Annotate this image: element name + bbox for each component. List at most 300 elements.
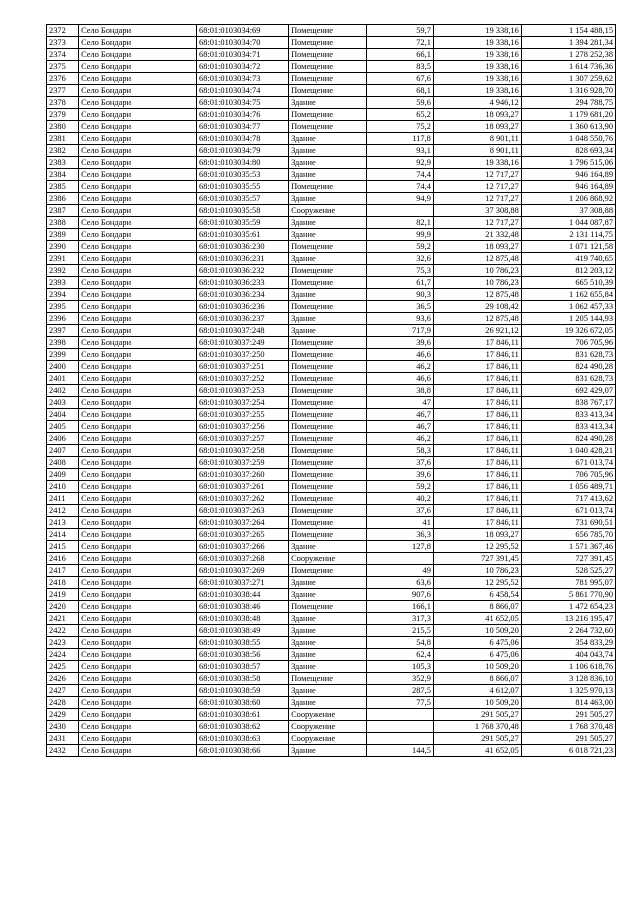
unit-value-cell: 19 338,16 (433, 49, 521, 61)
object-type-cell: Здание (289, 313, 367, 325)
unit-value-cell: 10 786,23 (433, 265, 521, 277)
table-row (47, 25, 616, 37)
settlement-cell: Село Бондари (79, 601, 197, 613)
object-type-cell: Помещение (289, 565, 367, 577)
table-row (47, 145, 616, 157)
row-number-cell: 2404 (47, 409, 79, 421)
cadastral-value-cell: 671 013,74 (521, 505, 615, 517)
object-type-cell: Здание (289, 145, 367, 157)
cadastral-value-cell: 1 796 515,06 (521, 157, 615, 169)
row-number-cell: 2402 (47, 385, 79, 397)
table-row (47, 445, 616, 457)
settlement-cell: Село Бондари (79, 109, 197, 121)
settlement-cell: Село Бондари (79, 637, 197, 649)
settlement-cell: Село Бондари (79, 409, 197, 421)
table-row (47, 409, 616, 421)
cadastral-value-cell: 37 308,88 (521, 205, 615, 217)
area-cell: 72,1 (366, 37, 433, 49)
unit-value-cell: 19 338,16 (433, 37, 521, 49)
row-number-cell: 2420 (47, 601, 79, 613)
table-row (47, 601, 616, 613)
cadastral-number-cell: 68:01:0103036:230 (197, 241, 289, 253)
table-row (47, 553, 616, 565)
table-row (47, 37, 616, 49)
cadastral-value-cell: 1 325 970,13 (521, 685, 615, 697)
cadastral-value-cell: 717 413,62 (521, 493, 615, 505)
area-cell: 59,2 (366, 481, 433, 493)
cadastral-number-cell: 68:01:0103036:237 (197, 313, 289, 325)
row-number-cell: 2374 (47, 49, 79, 61)
cadastral-number-cell: 68:01:0103037:266 (197, 541, 289, 553)
unit-value-cell: 19 338,16 (433, 157, 521, 169)
object-type-cell: Сооружение (289, 733, 367, 745)
area-cell (366, 721, 433, 733)
row-number-cell: 2390 (47, 241, 79, 253)
cadastral-number-cell: 68:01:0103034:72 (197, 61, 289, 73)
table-row (47, 577, 616, 589)
unit-value-cell: 19 338,16 (433, 73, 521, 85)
row-number-cell: 2384 (47, 169, 79, 181)
object-type-cell: Здание (289, 289, 367, 301)
table-row (47, 49, 616, 61)
unit-value-cell: 10 786,23 (433, 565, 521, 577)
row-number-cell: 2431 (47, 733, 79, 745)
table-row (47, 649, 616, 661)
row-number-cell: 2399 (47, 349, 79, 361)
cadastral-number-cell: 68:01:0103036:234 (197, 289, 289, 301)
area-cell: 287,5 (366, 685, 433, 697)
table-row (47, 265, 616, 277)
row-number-cell: 2419 (47, 589, 79, 601)
cadastral-number-cell: 68:01:0103036:231 (197, 253, 289, 265)
row-number-cell: 2382 (47, 145, 79, 157)
row-number-cell: 2416 (47, 553, 79, 565)
settlement-cell: Село Бондари (79, 121, 197, 133)
cadastral-value-cell: 814 463,00 (521, 697, 615, 709)
row-number-cell: 2393 (47, 277, 79, 289)
settlement-cell: Село Бондари (79, 181, 197, 193)
table-row (47, 673, 616, 685)
area-cell: 127,8 (366, 541, 433, 553)
table-row (47, 277, 616, 289)
unit-value-cell: 17 846,11 (433, 337, 521, 349)
table-row (47, 493, 616, 505)
unit-value-cell: 10 786,23 (433, 277, 521, 289)
settlement-cell: Село Бондари (79, 265, 197, 277)
cadastral-number-cell: 68:01:0103038:59 (197, 685, 289, 697)
row-number-cell: 2426 (47, 673, 79, 685)
area-cell: 90,3 (366, 289, 433, 301)
unit-value-cell: 17 846,11 (433, 481, 521, 493)
settlement-cell: Село Бондари (79, 49, 197, 61)
cadastral-number-cell: 68:01:0103037:268 (197, 553, 289, 565)
settlement-cell: Село Бондари (79, 217, 197, 229)
cadastral-number-cell: 68:01:0103037:255 (197, 409, 289, 421)
area-cell (366, 709, 433, 721)
area-cell: 75,3 (366, 265, 433, 277)
cadastral-number-cell: 68:01:0103038:44 (197, 589, 289, 601)
area-cell (366, 553, 433, 565)
table-row (47, 361, 616, 373)
row-number-cell: 2414 (47, 529, 79, 541)
object-type-cell: Здание (289, 169, 367, 181)
cadastral-number-cell: 68:01:0103037:257 (197, 433, 289, 445)
object-type-cell: Здание (289, 157, 367, 169)
row-number-cell: 2428 (47, 697, 79, 709)
cadastral-number-cell: 68:01:0103037:265 (197, 529, 289, 541)
settlement-cell: Село Бондари (79, 85, 197, 97)
object-type-cell: Помещение (289, 181, 367, 193)
cadastral-value-cell: 1 044 087,87 (521, 217, 615, 229)
object-type-cell: Помещение (289, 265, 367, 277)
cadastral-number-cell: 68:01:0103034:80 (197, 157, 289, 169)
area-cell: 92,9 (366, 157, 433, 169)
unit-value-cell: 18 093,27 (433, 121, 521, 133)
unit-value-cell: 18 093,27 (433, 529, 521, 541)
cadastral-value-cell: 727 391,45 (521, 553, 615, 565)
row-number-cell: 2394 (47, 289, 79, 301)
settlement-cell: Село Бондари (79, 745, 197, 757)
row-number-cell: 2376 (47, 73, 79, 85)
settlement-cell: Село Бондари (79, 553, 197, 565)
cadastral-value-cell: 824 490,28 (521, 433, 615, 445)
object-type-cell: Помещение (289, 409, 367, 421)
cadastral-value-cell: 1 768 370,48 (521, 721, 615, 733)
object-type-cell: Здание (289, 133, 367, 145)
cadastral-value-cell: 1 162 655,84 (521, 289, 615, 301)
cadastral-number-cell: 68:01:0103035:61 (197, 229, 289, 241)
settlement-cell: Село Бондари (79, 289, 197, 301)
object-type-cell: Помещение (289, 373, 367, 385)
table-row (47, 433, 616, 445)
row-number-cell: 2427 (47, 685, 79, 697)
cadastral-number-cell: 68:01:0103034:73 (197, 73, 289, 85)
unit-value-cell: 17 846,11 (433, 457, 521, 469)
cadastral-value-cell: 1 614 736,36 (521, 61, 615, 73)
row-number-cell: 2401 (47, 373, 79, 385)
settlement-cell: Село Бондари (79, 337, 197, 349)
area-cell: 63,6 (366, 577, 433, 589)
cadastral-number-cell: 68:01:0103037:259 (197, 457, 289, 469)
row-number-cell: 2405 (47, 421, 79, 433)
object-type-cell: Помещение (289, 277, 367, 289)
unit-value-cell: 29 108,42 (433, 301, 521, 313)
area-cell: 717,9 (366, 325, 433, 337)
cadastral-number-cell: 68:01:0103037:250 (197, 349, 289, 361)
row-number-cell: 2396 (47, 313, 79, 325)
table-row (47, 337, 616, 349)
row-number-cell: 2430 (47, 721, 79, 733)
object-type-cell: Помещение (289, 349, 367, 361)
area-cell (366, 733, 433, 745)
cadastral-value-cell: 1 206 868,92 (521, 193, 615, 205)
area-cell: 93,1 (366, 145, 433, 157)
object-type-cell: Здание (289, 625, 367, 637)
row-number-cell: 2397 (47, 325, 79, 337)
row-number-cell: 2415 (47, 541, 79, 553)
unit-value-cell: 4 612,07 (433, 685, 521, 697)
settlement-cell: Село Бондари (79, 325, 197, 337)
cadastral-value-cell: 1 394 281,34 (521, 37, 615, 49)
object-type-cell: Помещение (289, 337, 367, 349)
cadastral-value-cell: 1 278 252,38 (521, 49, 615, 61)
cadastral-value-cell: 692 429,07 (521, 385, 615, 397)
cadastral-value-cell: 1 316 928,70 (521, 85, 615, 97)
unit-value-cell: 37 308,88 (433, 205, 521, 217)
cadastral-value-cell: 294 788,75 (521, 97, 615, 109)
area-cell: 46,2 (366, 433, 433, 445)
unit-value-cell: 1 768 370,48 (433, 721, 521, 733)
unit-value-cell: 291 505,27 (433, 733, 521, 745)
settlement-cell: Село Бондари (79, 313, 197, 325)
area-cell (366, 205, 433, 217)
unit-value-cell: 18 093,27 (433, 241, 521, 253)
cadastral-value-cell: 1 056 489,71 (521, 481, 615, 493)
unit-value-cell: 12 875,48 (433, 253, 521, 265)
object-type-cell: Помещение (289, 73, 367, 85)
area-cell: 37,6 (366, 505, 433, 517)
cadastral-value-cell: 13 216 195,47 (521, 613, 615, 625)
unit-value-cell: 17 846,11 (433, 505, 521, 517)
area-cell: 46,6 (366, 349, 433, 361)
table-row (47, 733, 616, 745)
unit-value-cell: 19 338,16 (433, 85, 521, 97)
table-row (47, 625, 616, 637)
table-row (47, 85, 616, 97)
object-type-cell: Помещение (289, 85, 367, 97)
cadastral-value-cell: 2 264 732,60 (521, 625, 615, 637)
cadastral-number-cell: 68:01:0103038:57 (197, 661, 289, 673)
cadastral-number-cell: 68:01:0103038:61 (197, 709, 289, 721)
table-row (47, 709, 616, 721)
object-type-cell: Помещение (289, 481, 367, 493)
unit-value-cell: 12 875,48 (433, 289, 521, 301)
object-type-cell: Помещение (289, 517, 367, 529)
table-row (47, 541, 616, 553)
unit-value-cell: 8 866,07 (433, 601, 521, 613)
cadastral-value-cell: 354 833,29 (521, 637, 615, 649)
row-number-cell: 2388 (47, 217, 79, 229)
settlement-cell: Село Бондари (79, 529, 197, 541)
settlement-cell: Село Бондари (79, 253, 197, 265)
row-number-cell: 2412 (47, 505, 79, 517)
settlement-cell: Село Бондари (79, 397, 197, 409)
settlement-cell: Село Бондари (79, 457, 197, 469)
unit-value-cell: 10 509,20 (433, 697, 521, 709)
area-cell: 41 (366, 517, 433, 529)
unit-value-cell: 17 846,11 (433, 433, 521, 445)
settlement-cell: Село Бондари (79, 577, 197, 589)
row-number-cell: 2423 (47, 637, 79, 649)
cadastral-number-cell: 68:01:0103035:58 (197, 205, 289, 217)
area-cell: 39,6 (366, 337, 433, 349)
settlement-cell: Село Бондари (79, 721, 197, 733)
row-number-cell: 2381 (47, 133, 79, 145)
settlement-cell: Село Бондари (79, 241, 197, 253)
row-number-cell: 2385 (47, 181, 79, 193)
settlement-cell: Село Бондари (79, 169, 197, 181)
cadastral-value-cell: 419 740,65 (521, 253, 615, 265)
table-row (47, 133, 616, 145)
cadastral-value-cell: 1 040 428,21 (521, 445, 615, 457)
object-type-cell: Помещение (289, 505, 367, 517)
object-type-cell: Здание (289, 325, 367, 337)
object-type-cell: Помещение (289, 421, 367, 433)
settlement-cell: Село Бондари (79, 133, 197, 145)
object-type-cell: Здание (289, 661, 367, 673)
settlement-cell: Село Бондари (79, 301, 197, 313)
area-cell: 117,8 (366, 133, 433, 145)
area-cell: 66,1 (366, 49, 433, 61)
cadastral-value-cell: 528 525,27 (521, 565, 615, 577)
unit-value-cell: 6 475,06 (433, 637, 521, 649)
row-number-cell: 2395 (47, 301, 79, 313)
unit-value-cell: 12 295,52 (433, 577, 521, 589)
cadastral-number-cell: 68:01:0103034:79 (197, 145, 289, 157)
cadastral-number-cell: 68:01:0103038:63 (197, 733, 289, 745)
cadastral-value-cell: 3 128 836,10 (521, 673, 615, 685)
cadastral-value-cell: 831 628,73 (521, 349, 615, 361)
row-number-cell: 2429 (47, 709, 79, 721)
cadastral-number-cell: 68:01:0103034:77 (197, 121, 289, 133)
cadastral-number-cell: 68:01:0103038:62 (197, 721, 289, 733)
area-cell: 77,5 (366, 697, 433, 709)
settlement-cell: Село Бондари (79, 505, 197, 517)
area-cell: 93,6 (366, 313, 433, 325)
row-number-cell: 2387 (47, 205, 79, 217)
unit-value-cell: 21 332,48 (433, 229, 521, 241)
object-type-cell: Помещение (289, 397, 367, 409)
row-number-cell: 2386 (47, 193, 79, 205)
unit-value-cell: 17 846,11 (433, 421, 521, 433)
area-cell: 75,2 (366, 121, 433, 133)
object-type-cell: Помещение (289, 469, 367, 481)
cadastral-value-cell: 812 203,12 (521, 265, 615, 277)
row-number-cell: 2413 (47, 517, 79, 529)
object-type-cell: Здание (289, 697, 367, 709)
settlement-cell: Село Бондари (79, 61, 197, 73)
cadastral-number-cell: 68:01:0103035:53 (197, 169, 289, 181)
cadastral-number-cell: 68:01:0103038:58 (197, 673, 289, 685)
object-type-cell: Сооружение (289, 709, 367, 721)
object-type-cell: Здание (289, 229, 367, 241)
area-cell: 67,6 (366, 73, 433, 85)
cadastral-number-cell: 68:01:0103035:55 (197, 181, 289, 193)
row-number-cell: 2408 (47, 457, 79, 469)
row-number-cell: 2410 (47, 481, 79, 493)
area-cell: 352,9 (366, 673, 433, 685)
cadastral-number-cell: 68:01:0103037:253 (197, 385, 289, 397)
cadastral-value-cell: 731 690,51 (521, 517, 615, 529)
table-row (47, 697, 616, 709)
unit-value-cell: 12 717,27 (433, 181, 521, 193)
cadastral-value-cell: 781 995,07 (521, 577, 615, 589)
area-cell: 83,5 (366, 61, 433, 73)
cadastral-value-cell: 824 490,28 (521, 361, 615, 373)
area-cell: 94,9 (366, 193, 433, 205)
cadastral-number-cell: 68:01:0103037:249 (197, 337, 289, 349)
area-cell: 39,6 (366, 469, 433, 481)
table-row (47, 61, 616, 73)
cadastral-value-cell: 291 505,27 (521, 733, 615, 745)
table-row (47, 193, 616, 205)
unit-value-cell: 12 875,48 (433, 313, 521, 325)
table-row (47, 589, 616, 601)
object-type-cell: Здание (289, 253, 367, 265)
object-type-cell: Помещение (289, 493, 367, 505)
cadastral-value-cell: 946 164,89 (521, 181, 615, 193)
unit-value-cell: 18 093,27 (433, 109, 521, 121)
unit-value-cell: 17 846,11 (433, 517, 521, 529)
cadastral-number-cell: 68:01:0103037:254 (197, 397, 289, 409)
table-row (47, 529, 616, 541)
table-row (47, 457, 616, 469)
area-cell: 166,1 (366, 601, 433, 613)
area-cell: 61,7 (366, 277, 433, 289)
object-type-cell: Здание (289, 613, 367, 625)
area-cell: 40,2 (366, 493, 433, 505)
cadastral-number-cell: 68:01:0103034:71 (197, 49, 289, 61)
settlement-cell: Село Бондари (79, 385, 197, 397)
cadastral-number-cell: 68:01:0103037:263 (197, 505, 289, 517)
cadastral-number-cell: 68:01:0103038:66 (197, 745, 289, 757)
row-number-cell: 2400 (47, 361, 79, 373)
cadastral-number-cell: 68:01:0103038:56 (197, 649, 289, 661)
unit-value-cell: 727 391,45 (433, 553, 521, 565)
cadastral-value-cell: 706 705,96 (521, 337, 615, 349)
table-row (47, 301, 616, 313)
settlement-cell: Село Бондари (79, 469, 197, 481)
row-number-cell: 2375 (47, 61, 79, 73)
cadastral-number-cell: 68:01:0103035:59 (197, 217, 289, 229)
table-row (47, 109, 616, 121)
row-number-cell: 2409 (47, 469, 79, 481)
cadastral-number-cell: 68:01:0103037:269 (197, 565, 289, 577)
cadastral-value-cell: 1 062 457,33 (521, 301, 615, 313)
table-row (47, 205, 616, 217)
cadastral-value-cell: 671 013,74 (521, 457, 615, 469)
cadastral-value-cell: 946 164,89 (521, 169, 615, 181)
row-number-cell: 2391 (47, 253, 79, 265)
object-type-cell: Здание (289, 745, 367, 757)
cadastral-number-cell: 68:01:0103034:70 (197, 37, 289, 49)
unit-value-cell: 17 846,11 (433, 445, 521, 457)
unit-value-cell: 8 866,07 (433, 673, 521, 685)
area-cell: 36,5 (366, 301, 433, 313)
cadastral-number-cell: 68:01:0103037:251 (197, 361, 289, 373)
row-number-cell: 2373 (47, 37, 79, 49)
cadastral-value-cell: 1 106 618,76 (521, 661, 615, 673)
cadastral-value-cell: 828 693,34 (521, 145, 615, 157)
settlement-cell: Село Бондари (79, 373, 197, 385)
object-type-cell: Здание (289, 649, 367, 661)
cadastral-number-cell: 68:01:0103034:78 (197, 133, 289, 145)
unit-value-cell: 6 458,54 (433, 589, 521, 601)
area-cell: 82,1 (366, 217, 433, 229)
cadastral-value-cell: 1 154 488,15 (521, 25, 615, 37)
area-cell: 49 (366, 565, 433, 577)
row-number-cell: 2383 (47, 157, 79, 169)
table-row (47, 481, 616, 493)
cadastral-value-cell: 1 472 654,23 (521, 601, 615, 613)
cadastral-number-cell: 68:01:0103038:55 (197, 637, 289, 649)
area-cell: 59,7 (366, 25, 433, 37)
cadastral-value-cell: 1 571 367,46 (521, 541, 615, 553)
settlement-cell: Село Бондари (79, 697, 197, 709)
row-number-cell: 2380 (47, 121, 79, 133)
unit-value-cell: 10 509,20 (433, 661, 521, 673)
row-number-cell: 2418 (47, 577, 79, 589)
